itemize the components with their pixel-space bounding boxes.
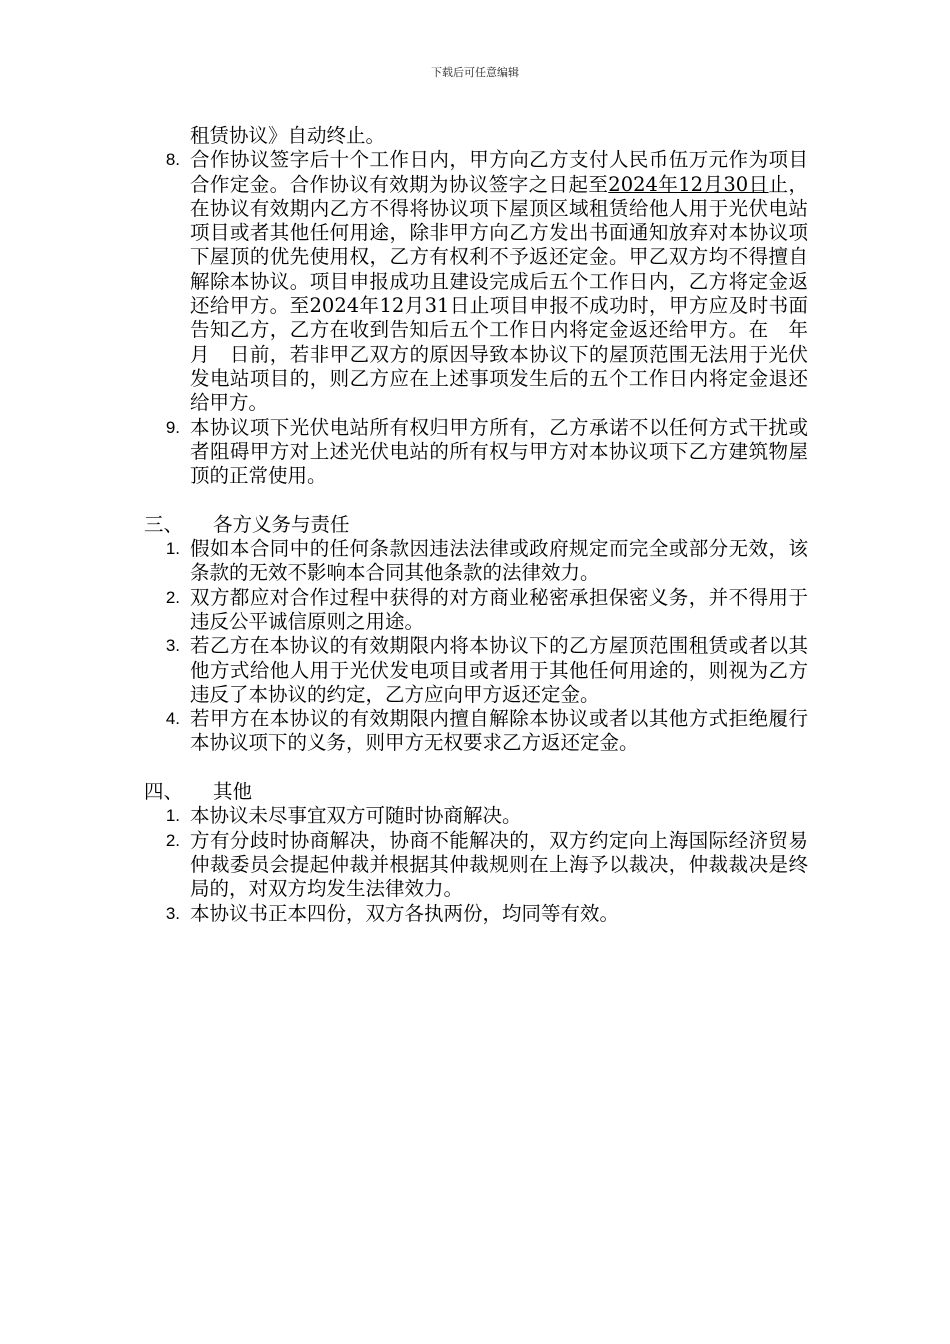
section-title: 其他 xyxy=(213,780,253,804)
page-header: 下载后可任意编辑 xyxy=(431,66,519,79)
list-item-text: 假如本合同中的任何条款因违法法律或政府规定而完全或部分无效，该条款的无效不影响本合同其他条款的法律效力。 xyxy=(190,537,808,585)
list-number: 8. xyxy=(165,150,180,170)
section-number: 三、 xyxy=(144,512,184,536)
list-item-text: 方有分歧时协商解决，协商不能解决的，双方约定向上海国际经济贸易仲裁委员会提起仲裁并根据其仲裁规则在上海予以裁决，仲裁裁决是终局的，对双方均发生法律效力。 xyxy=(190,828,808,901)
list-item xyxy=(0,829,808,902)
list-number: 1. xyxy=(165,539,180,559)
list-number: 4. xyxy=(165,709,180,729)
list-number: 2. xyxy=(165,587,180,607)
list-item-text: 本协议书正本四份，双方各执两份，均同等有效。 xyxy=(190,901,620,925)
list-item-text: 若甲方在本协议的有效期限内擅自解除本协议或者以其他方式拒绝履行本协议项下的义务，则甲方无权要求乙方返还定金。 xyxy=(190,707,808,755)
list-item xyxy=(0,586,808,635)
list-item xyxy=(0,707,808,756)
section-heading-4 xyxy=(0,780,950,804)
list-item-text: 本协议未尽事宜双方可随时协商解决。 xyxy=(190,804,522,828)
list-number: 3. xyxy=(165,903,180,923)
list-item xyxy=(0,634,808,707)
section-heading-3 xyxy=(0,513,950,537)
item-8-text-a: 合作协议签字后十个工作日内，甲方向乙方支付人民币伍万元作为项目合作定金。合作协议有效期为协议签字之日起至 xyxy=(190,148,808,196)
section-number: 四、 xyxy=(144,780,184,804)
list-number: 2. xyxy=(165,830,180,850)
continuation-line: 租赁协议》自动终止。 xyxy=(190,124,386,147)
list-item-8 xyxy=(0,148,828,415)
list-number: 9. xyxy=(165,417,180,437)
list-item xyxy=(0,902,808,926)
section-title: 各方义务与责任 xyxy=(213,512,350,536)
list-item xyxy=(0,537,808,586)
list-number: 3. xyxy=(165,636,180,656)
document-body xyxy=(0,124,950,926)
continuation-text xyxy=(0,124,808,148)
list-item xyxy=(0,804,808,828)
list-item-text: 双方都应对合作过程中获得的对方商业秘密承担保密义务，并不得用于违反公平诚信原则之用途。 xyxy=(190,585,808,633)
list-item-9 xyxy=(0,416,808,489)
item-8-validity-date: 2024年12月30日 xyxy=(608,172,769,196)
list-item-text: 若乙方在本协议的有效期限内将本协议下的乙方屋顶范围租赁或者以其他方式给他人用于光伏发电项目或者用于其他任何用途的，则视为乙方违反了本协议的约定，乙方应向甲方返还定金。 xyxy=(190,634,808,706)
list-number: 1. xyxy=(165,806,180,826)
item-8-text-b: 止，在协议有效期内乙方不得将协议项下屋顶区域租赁给他人用于光伏电站项目或者其他任何用途，除非甲方向乙方发出书面通知放弃对本协议项下屋顶的优先使用权，乙方有权利不予返还定金。甲乙双方均不得擅自解除本协议。项目申报成功且建设完成后五个工作日内，乙方将定金返还给甲方。至2024年12月31日止项目申报不成功时，甲方应及时书面告知乙方，乙方在收到告知后五个工作日内将定金返还给甲方。在 年 月 日前，若非甲乙双方的原因导致本协议下的屋顶范围无法用于光伏发电站项目的，则乙方应在上述事项发生后的五个工作日内将定金退还给甲方。 xyxy=(190,172,828,415)
item-9-text: 本协议项下光伏电站所有权归甲方所有，乙方承诺不以任何方式干扰或者阻碍甲方对上述光伏电站的所有权与甲方对本协议项下乙方建筑物屋顶的正常使用。 xyxy=(190,415,808,488)
